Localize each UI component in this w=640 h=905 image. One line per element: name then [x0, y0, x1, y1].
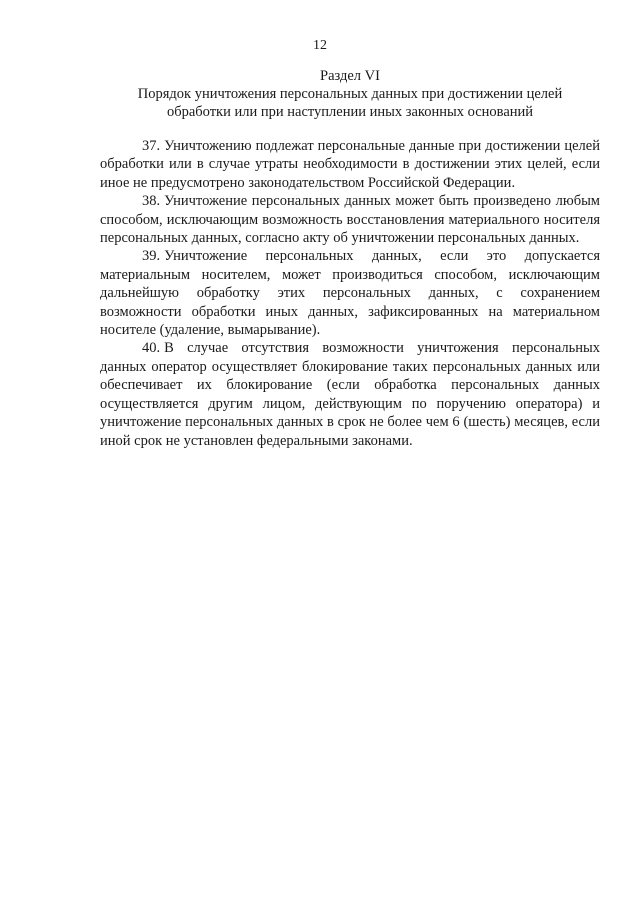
paragraph-number: 39. [142, 248, 161, 265]
section-title: Раздел VI [320, 68, 380, 84]
paragraph-39 [100, 247, 600, 339]
paragraph-40 [100, 339, 600, 449]
paragraph-37 [100, 137, 600, 192]
document-body [100, 137, 600, 450]
paragraph-number: 37. [142, 138, 161, 154]
paragraph-number: 40. [142, 340, 161, 357]
paragraph-38 [100, 192, 600, 247]
section-subtitle-line-1: Порядок уничтожения персональных данных при достижении целей [137, 86, 563, 102]
paragraph-text: Уничтожение персональных данных может быть произведено любым способом, исключающим возможность восстановления материального носителя персональных данных, согласно акту об уничтожении персональных данных. [100, 193, 600, 247]
paragraph-text: В случае отсутствия возможности уничтожения персональных данных оператор осуществляет блокирование таких персональных данных или обеспечивает их блокирование (если обработка персональных данных осуществляется другим лицом, действующим по поручению оператора) и уничтожение персональных данных в срок не более чем 6 (шесть) месяцев, если иной срок не установлен федеральными законами. [100, 340, 600, 449]
paragraph-text: Уничтожению подлежат персональные данные при достижении целей обработки или в случае утраты необходимости в достижении этих целей, если иное не предусмотрено законодательством Российской Федерации. [100, 138, 600, 191]
page-number: 12 [313, 38, 327, 53]
section-subtitle-line-2: обработки или при наступлении иных законных оснований [166, 104, 534, 120]
paragraph-text: Уничтожение персональных данных, если это допускается материальным носителем, может производиться способом, исключающим дальнейшую обработку этих персональных данных, с сохранением возможности обработки иных данных, зафиксированных на материальном носителе (удаление, вымарывание). [100, 248, 600, 339]
paragraph-number: 38. [142, 193, 161, 210]
section-header [100, 67, 600, 121]
